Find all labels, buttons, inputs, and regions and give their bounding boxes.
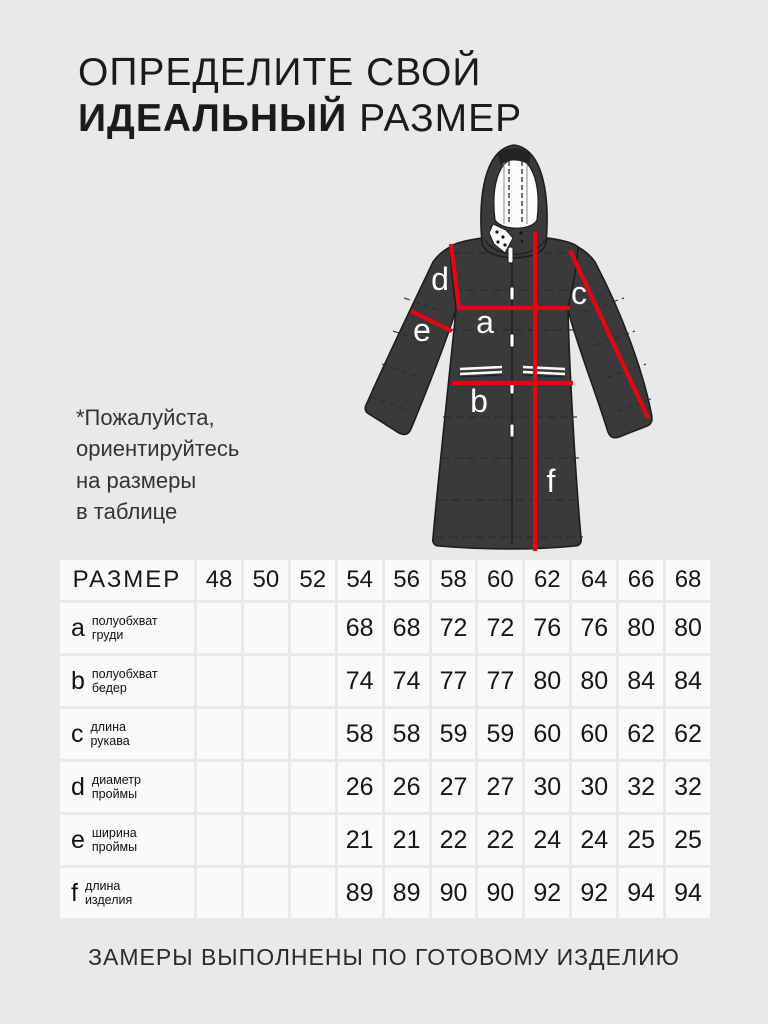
note-text [76, 402, 239, 528]
size-column-header: 48 [197, 560, 241, 600]
size-value: 76 [525, 603, 569, 653]
size-value: 72 [478, 603, 522, 653]
row-letter: e [71, 825, 85, 854]
size-value: 22 [432, 815, 476, 865]
size-value: 59 [478, 709, 522, 759]
size-value: 76 [572, 603, 616, 653]
size-value: 80 [666, 603, 710, 653]
row-label: длина изделия [84, 878, 133, 907]
row-label: ширина проймы [91, 825, 138, 854]
size-value [244, 603, 288, 653]
size-column-header: 54 [338, 560, 382, 600]
size-value: 77 [478, 656, 522, 706]
size-column-header: 50 [244, 560, 288, 600]
page-title [78, 50, 522, 141]
title-line2-regular: РАЗМЕР [359, 96, 523, 140]
size-value: 89 [385, 868, 429, 918]
size-value: 72 [432, 603, 476, 653]
size-value: 92 [572, 868, 616, 918]
size-column-header: 52 [291, 560, 335, 600]
size-value [291, 815, 335, 865]
size-value: 62 [619, 709, 663, 759]
hood-lining [494, 158, 538, 228]
size-value [244, 815, 288, 865]
note-line: ориентируйтесь [76, 436, 240, 462]
size-column-header: 62 [525, 560, 569, 600]
row-header [60, 709, 194, 759]
size-value: 26 [385, 762, 429, 812]
size-value: 89 [338, 868, 382, 918]
size-value: 80 [572, 656, 616, 706]
size-value: 32 [619, 762, 663, 812]
note-line: *Пожалуйста, [76, 405, 215, 430]
row-header [60, 762, 194, 812]
row-label: диаметр проймы [91, 772, 141, 801]
letter-e: e [413, 312, 431, 348]
size-value: 77 [432, 656, 476, 706]
size-value: 60 [525, 709, 569, 759]
size-value: 84 [619, 656, 663, 706]
size-value [244, 656, 288, 706]
size-value [291, 762, 335, 812]
size-column-header: 68 [666, 560, 710, 600]
size-value: 27 [478, 762, 522, 812]
size-value: 27 [432, 762, 476, 812]
size-value [197, 815, 241, 865]
size-column-header: 58 [432, 560, 476, 600]
size-value: 90 [478, 868, 522, 918]
row-label: полуобхват груди [91, 613, 158, 642]
size-value [197, 603, 241, 653]
size-value: 84 [666, 656, 710, 706]
row-letter: d [71, 772, 85, 801]
size-value: 30 [572, 762, 616, 812]
letter-d: d [431, 261, 449, 297]
size-value: 68 [338, 603, 382, 653]
size-value: 30 [525, 762, 569, 812]
row-letter: c [71, 719, 84, 748]
size-value: 24 [572, 815, 616, 865]
letter-f: f [546, 463, 556, 499]
zipper-pull [508, 247, 513, 263]
size-value: 94 [619, 868, 663, 918]
coat-illustration [355, 140, 665, 558]
size-value: 32 [666, 762, 710, 812]
table-size-header: РАЗМЕР [60, 560, 194, 600]
size-value [291, 603, 335, 653]
size-value: 22 [478, 815, 522, 865]
note-line: в таблице [76, 499, 178, 525]
letter-a: a [476, 304, 494, 340]
size-value [291, 709, 335, 759]
size-value: 74 [338, 656, 382, 706]
size-value: 68 [385, 603, 429, 653]
title-line1: ОПРЕДЕЛИТЕ СВОЙ [78, 51, 482, 94]
row-header [60, 656, 194, 706]
title-line2-bold: ИДЕАЛЬНЫЙ [78, 96, 348, 140]
row-letter: f [71, 878, 78, 907]
size-value [244, 868, 288, 918]
size-value: 94 [666, 868, 710, 918]
size-column-header: 66 [619, 560, 663, 600]
row-header [60, 603, 194, 653]
size-value [197, 868, 241, 918]
size-value: 92 [525, 868, 569, 918]
size-value: 59 [432, 709, 476, 759]
size-table [60, 560, 710, 918]
size-value: 58 [385, 709, 429, 759]
size-column-header: 60 [478, 560, 522, 600]
size-value [291, 868, 335, 918]
size-value: 21 [338, 815, 382, 865]
size-value: 21 [385, 815, 429, 865]
size-column-header: 56 [385, 560, 429, 600]
size-value: 25 [619, 815, 663, 865]
size-value: 80 [619, 603, 663, 653]
size-value: 26 [338, 762, 382, 812]
size-value: 90 [432, 868, 476, 918]
size-value [291, 656, 335, 706]
size-value [197, 656, 241, 706]
size-value [244, 762, 288, 812]
row-label: полуобхват бедер [91, 666, 158, 695]
letter-c: c [571, 275, 587, 311]
coat-measurement-diagram [355, 140, 665, 558]
size-value: 24 [525, 815, 569, 865]
size-value [197, 709, 241, 759]
size-value: 62 [666, 709, 710, 759]
title-line2 [78, 96, 522, 142]
size-value: 74 [385, 656, 429, 706]
letter-b: b [470, 383, 488, 419]
size-value: 58 [338, 709, 382, 759]
size-column-header: 64 [572, 560, 616, 600]
row-header [60, 868, 194, 918]
size-value [244, 709, 288, 759]
size-value [197, 762, 241, 812]
row-letter: b [71, 666, 85, 695]
size-value: 25 [666, 815, 710, 865]
size-value: 60 [572, 709, 616, 759]
row-header [60, 815, 194, 865]
row-letter: a [71, 613, 85, 642]
note-line: на размеры [76, 467, 197, 493]
footer-note: ЗАМЕРЫ ВЫПОЛНЕНЫ ПО ГОТОВОМУ ИЗДЕЛИЮ [88, 944, 680, 970]
size-value: 80 [525, 656, 569, 706]
row-label: длина рукава [90, 719, 130, 748]
